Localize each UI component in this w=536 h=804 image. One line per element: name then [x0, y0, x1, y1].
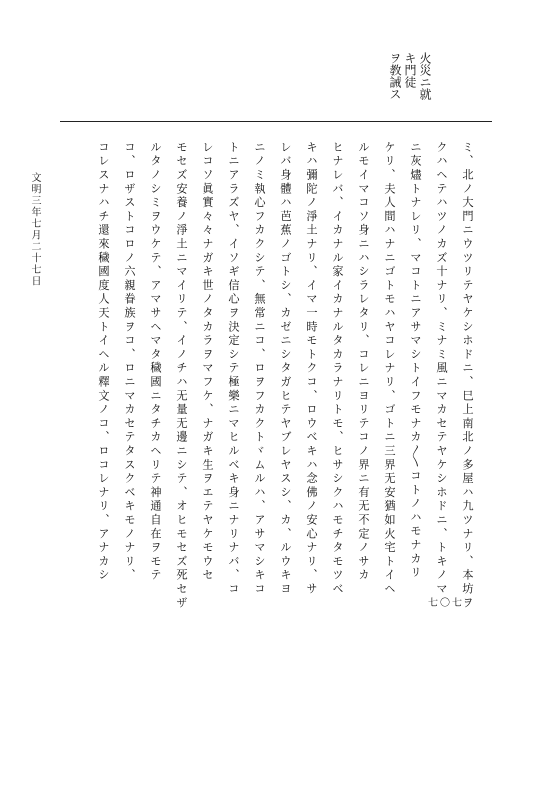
header-line: ヲ教誡ス	[388, 52, 402, 100]
text-column: トニアラズヤ、イソギ信心ヲ決定シテ極樂ニマヒルベキ身ニナリナバ、コ	[227, 141, 240, 597]
header-line: キ門徒	[403, 52, 417, 88]
text-column: コレスナハチ還來穢國度人天トイヘル釋文ノコ、ロコレナリ、アナカシ	[97, 141, 110, 583]
header-rule	[60, 121, 492, 122]
text-column: レバ身體ハ芭蕉ノゴトシ、カゼニシタガヒテヤブレヤスシ、カ、ルウキヨ	[279, 141, 292, 597]
text-column: ケリ、夫人間ハナニゴトモハヤコレナリ、ゴトニ三界无安猶如火宅トイヘ	[383, 141, 396, 597]
text-column: ルモイマコソ身ニハシラレタリ、コレニヨリテコノ界ニ有无不定ノサカ	[357, 141, 370, 583]
text-column: クハヘテハツノカズ十ナリ、ミナミ風ニマカセテヤケシホドニ、トキノマ	[435, 141, 448, 597]
text-column: ニノミ執心フカクシテ、無常ニコ、ロヲフカクトヾムルハ、アサマシキコ	[253, 141, 266, 597]
text-column: ヒナレバ、イカナル家イカナルタカラナリトモ、ヒサシクハモチタモツベ	[331, 141, 344, 597]
text-column: モセズ安養ノ淨土ニマイリテ、イノチハ无量无邊ニシテ、オヒモセズ死セザ	[175, 141, 188, 611]
page-number: 七〇七	[428, 598, 464, 609]
text-column: ニ灰燼トナレリ、マコトニアサマシトイフモナカ〳〵コトノハモナカリ	[409, 141, 422, 580]
text-column: レコソ眞實々々ナガキ世ノタカラヲマフケ、ナガキ生ヲエテヤケモウセ	[201, 141, 214, 583]
text-column: キハ彌陀ノ淨土ナリ、イマ一時モトクコ、ロウベキハ念佛ノ安心ナリ、サ	[305, 141, 318, 597]
letter-date: 文明三年七月二十七日	[29, 172, 40, 287]
text-column: コ、ロザストコロノ六親眷族ヲコ、ロニマカセテタスクベキモノナリ、	[123, 141, 136, 583]
running-header	[388, 52, 432, 122]
text-column: ルタノシミヲウケテ、アマサヘマタ穢國ニタチカヘリテ神通自在ヲモテ	[149, 141, 162, 583]
text-column: ミ、北ノ大門ニウツリテヤケシホドニ、巳上南北ノ多屋ハ九ツナリ、本坊ヲ	[461, 141, 474, 611]
header-line: 火災ニ就	[418, 52, 432, 100]
